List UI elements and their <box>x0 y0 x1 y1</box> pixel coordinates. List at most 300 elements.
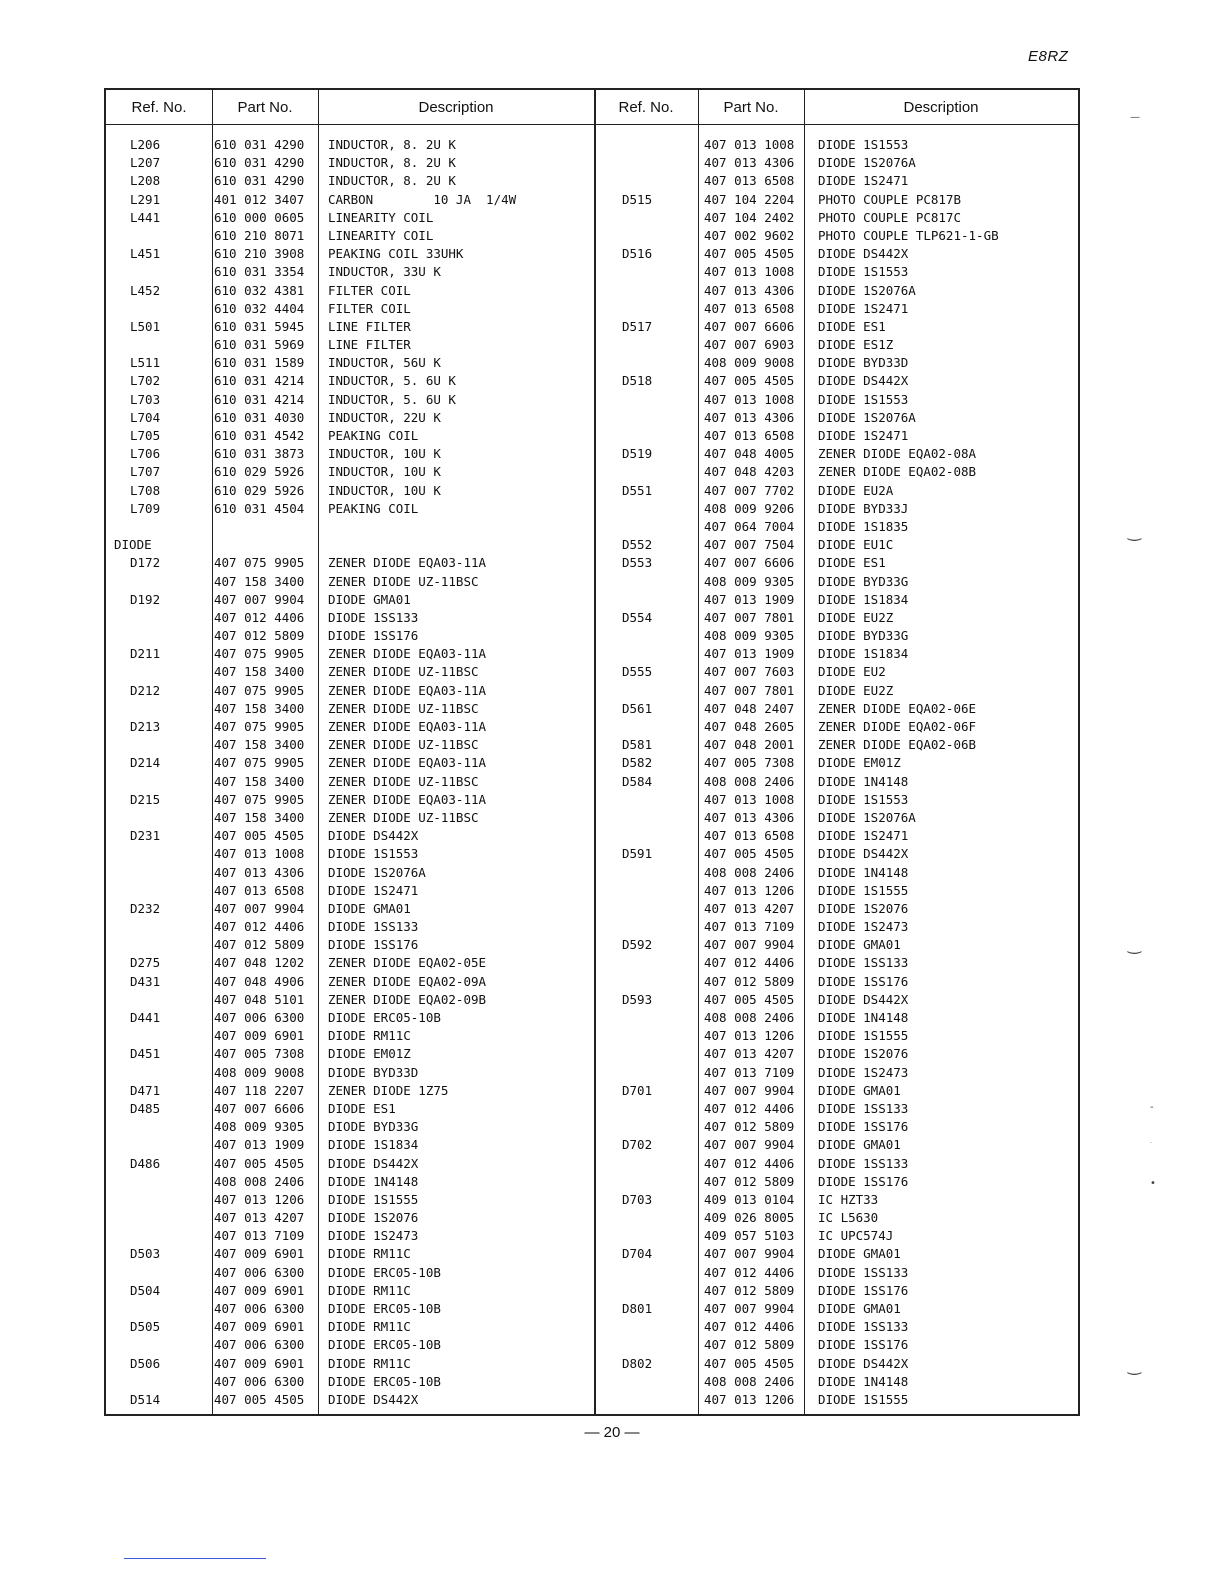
table-row <box>106 573 594 591</box>
ref-no-cell: D519 <box>622 446 653 462</box>
ref-no-cell: D192 <box>130 591 161 607</box>
part-no-cell: 610 031 5945 <box>214 318 305 334</box>
description-cell: DIODE BYD33D <box>328 1064 419 1080</box>
table-row <box>594 1027 1078 1045</box>
part-no-cell: 407 012 5809 <box>214 628 305 644</box>
table-row <box>106 736 594 754</box>
scan-mark: • <box>1150 1178 1156 1189</box>
description-cell: DIODE 1SS176 <box>818 1119 909 1135</box>
part-no-cell: 407 012 4406 <box>704 1319 795 1335</box>
table-row <box>106 263 594 281</box>
ref-no-cell: D275 <box>130 955 161 971</box>
description-cell: INDUCTOR, 8. 2U K <box>328 173 456 189</box>
table-row <box>106 936 594 954</box>
table-row <box>106 1191 594 1209</box>
part-no-cell: 407 009 6901 <box>214 1028 305 1044</box>
description-cell: DIODE BYD33D <box>818 355 909 371</box>
part-no-cell: 407 013 7109 <box>704 1064 795 1080</box>
description-cell: ZENER DIODE UZ-11BSC <box>328 573 479 589</box>
table-row <box>106 663 594 681</box>
part-no-cell: 408 009 9305 <box>214 1119 305 1135</box>
description-cell: DIODE DS442X <box>818 991 909 1007</box>
table-row <box>594 991 1078 1009</box>
table-row <box>106 1245 594 1263</box>
ref-no-cell: D517 <box>622 318 653 334</box>
part-no-cell: 408 009 9008 <box>214 1064 305 1080</box>
part-no-cell: 407 048 2605 <box>704 719 795 734</box>
part-no-cell: 407 005 4505 <box>704 1355 795 1371</box>
ref-no-cell: D701 <box>622 1082 653 1098</box>
ref-no-cell: D211 <box>130 646 161 662</box>
table-row <box>106 445 594 463</box>
description-cell: DIODE EU1C <box>818 537 894 553</box>
description-cell: DIODE GMA01 <box>818 1246 901 1262</box>
part-no-cell: 407 012 5809 <box>704 1119 795 1135</box>
scan-mark: ‿ <box>1128 935 1141 954</box>
table-row <box>594 1355 1078 1373</box>
model-code: E8RZ <box>1028 48 1069 65</box>
description-cell: DIODE ES1 <box>818 318 886 334</box>
part-no-cell: 407 012 5809 <box>704 1173 795 1189</box>
header-ref-no-left: Ref. No. <box>131 99 187 116</box>
description-cell: DIODE 1S2076 <box>818 1046 909 1062</box>
description-cell: DIODE 1SS176 <box>328 937 419 953</box>
description-cell: DIODE 1S2076 <box>818 900 909 916</box>
description-cell: DIODE GMA01 <box>818 1082 901 1098</box>
part-no-cell: 407 013 1008 <box>704 137 795 152</box>
description-cell: DIODE RM11C <box>328 1355 411 1371</box>
table-row <box>106 1355 594 1373</box>
part-no-cell: 407 013 6508 <box>704 300 795 316</box>
table-row <box>594 791 1078 809</box>
ref-no-cell: D551 <box>622 482 653 498</box>
description-cell: DIODE GMA01 <box>818 937 901 953</box>
part-no-cell: 407 005 4505 <box>704 373 795 389</box>
part-no-cell: 407 013 1206 <box>704 882 795 898</box>
description-cell: DIODE DS442X <box>328 1391 419 1407</box>
part-no-cell: 610 032 4381 <box>214 282 305 298</box>
table-row <box>106 991 594 1009</box>
description-cell: DIODE 1S2473 <box>818 919 909 935</box>
part-no-cell: 407 007 6606 <box>704 555 795 571</box>
description-cell: DIODE ERC05-10B <box>328 1264 441 1280</box>
description-cell: DIODE ES1Z <box>818 337 894 353</box>
table-row <box>594 300 1078 318</box>
table-row <box>594 1209 1078 1227</box>
table-row <box>594 500 1078 518</box>
description-cell: DIODE 1SS176 <box>818 1282 909 1298</box>
part-no-cell: 610 000 0605 <box>214 209 305 225</box>
header-part-no-left: Part No. <box>237 99 293 116</box>
description-cell: PHOTO COUPLE TLP621-1-GB <box>818 227 999 243</box>
table-row <box>594 1136 1078 1154</box>
table-row <box>106 1227 594 1245</box>
part-no-cell: 407 007 9904 <box>214 591 305 607</box>
description-cell: DIODE DS442X <box>328 828 419 844</box>
table-row <box>594 409 1078 427</box>
description-cell: ZENER DIODE EQA02-06E <box>818 700 977 716</box>
description-cell: DIODE 1S2076A <box>818 809 916 825</box>
table-row <box>106 463 594 481</box>
description-cell: FILTER COIL <box>328 300 411 316</box>
part-no-cell: 407 006 6300 <box>214 1264 305 1280</box>
part-no-cell: 407 013 1008 <box>704 391 795 407</box>
table-row <box>106 1009 594 1027</box>
description-cell: ZENER DIODE EQA02-05E <box>328 955 487 971</box>
part-no-cell: 407 012 4406 <box>214 609 305 625</box>
table-row <box>106 191 594 209</box>
description-cell: DIODE 1S2471 <box>818 428 909 443</box>
ref-no-cell: L702 <box>130 373 161 389</box>
description-cell: ZENER DIODE EQA03-11A <box>328 646 487 662</box>
description-cell: ZENER DIODE EQA02-09A <box>328 973 487 989</box>
description-cell: DIODE 1SS133 <box>818 1319 909 1335</box>
ref-no-cell: L452 <box>130 282 161 298</box>
table-row <box>106 136 594 154</box>
table-row <box>594 482 1078 500</box>
description-cell: DIODE 1N4148 <box>818 773 909 789</box>
part-no-cell: 407 075 9905 <box>214 682 305 698</box>
part-no-cell: 610 031 4030 <box>214 409 305 425</box>
part-no-cell: 407 013 6508 <box>214 882 305 898</box>
part-no-cell: 407 009 6901 <box>214 1246 305 1262</box>
part-no-cell: 610 210 3908 <box>214 246 305 262</box>
table-row <box>594 1300 1078 1318</box>
description-cell: DIODE BYD33G <box>328 1119 419 1135</box>
description-cell: LINEARITY COIL <box>328 227 434 243</box>
ref-no-cell: D591 <box>622 846 653 862</box>
table-row <box>594 645 1078 663</box>
ref-no-cell: D593 <box>622 991 653 1007</box>
part-no-cell: 408 008 2406 <box>704 1010 795 1025</box>
part-no-cell: 610 031 4290 <box>214 155 305 171</box>
part-no-cell: 407 005 4505 <box>704 846 795 862</box>
table-row <box>594 900 1078 918</box>
left-column-rows <box>106 136 594 1409</box>
description-cell: DIODE EM01Z <box>328 1046 411 1062</box>
part-no-cell: 407 013 4207 <box>214 1210 305 1226</box>
table-row <box>594 427 1078 445</box>
table-row <box>106 1118 594 1136</box>
description-cell: LINE FILTER <box>328 337 411 353</box>
ref-no-cell: L501 <box>130 318 161 334</box>
part-no-cell: 610 031 1589 <box>214 355 305 371</box>
ref-no-cell: D232 <box>130 900 161 916</box>
part-no-cell: 610 029 5926 <box>214 482 305 498</box>
part-no-cell: 407 013 7109 <box>214 1228 305 1244</box>
table-row <box>594 954 1078 972</box>
part-no-cell: 409 057 5103 <box>704 1228 795 1244</box>
description-cell: DIODE GMA01 <box>818 1137 901 1153</box>
ref-no-cell: D506 <box>130 1355 161 1371</box>
description-cell: DIODE 1S1553 <box>818 264 909 280</box>
part-no-cell: 407 005 7308 <box>214 1046 305 1062</box>
description-cell: DIODE 1N4148 <box>818 1373 909 1389</box>
description-cell: DIODE RM11C <box>328 1246 411 1262</box>
table-row <box>106 609 594 627</box>
description-cell: DIODE 1SS176 <box>328 628 419 644</box>
part-no-cell: 407 048 1202 <box>214 955 305 971</box>
scan-mark: — <box>1130 112 1140 123</box>
table-row <box>106 372 594 390</box>
part-no-cell: 407 013 4306 <box>704 282 795 298</box>
part-no-cell: 408 009 9305 <box>704 628 795 644</box>
description-cell: INDUCTOR, 10U K <box>328 446 441 462</box>
table-row <box>106 1336 594 1354</box>
description-cell: DIODE 1S1834 <box>818 646 909 662</box>
description-cell: DIODE 1SS176 <box>818 1337 909 1353</box>
table-row <box>594 1064 1078 1082</box>
description-cell: DIODE DS442X <box>818 373 909 389</box>
part-no-cell: 407 012 5809 <box>214 937 305 953</box>
description-cell: ZENER DIODE EQA03-11A <box>328 719 487 734</box>
description-cell: ZENER DIODE 1Z75 <box>328 1082 449 1098</box>
ref-no-cell: L704 <box>130 409 161 425</box>
description-cell: DIODE 1S2076A <box>818 155 916 171</box>
table-row <box>594 391 1078 409</box>
description-cell: INDUCTOR, 5. 6U K <box>328 391 456 407</box>
part-no-cell: 407 007 6606 <box>704 318 795 334</box>
part-no-cell: 407 007 7504 <box>704 537 795 553</box>
description-cell: ZENER DIODE UZ-11BSC <box>328 664 479 680</box>
part-no-cell: 407 007 9904 <box>704 1082 795 1098</box>
ref-no-cell: D554 <box>622 609 653 625</box>
part-no-cell: 407 007 7801 <box>704 609 795 625</box>
ref-no-cell: D802 <box>622 1355 653 1371</box>
table-row <box>594 809 1078 827</box>
description-cell: DIODE 1N4148 <box>328 1173 419 1189</box>
part-no-cell: 407 013 1909 <box>214 1137 305 1153</box>
part-no-cell: 407 009 6901 <box>214 1319 305 1335</box>
table-row <box>594 263 1078 281</box>
description-cell: INDUCTOR, 10U K <box>328 482 441 498</box>
ref-no-cell: L206 <box>130 137 161 152</box>
ref-no-cell: D584 <box>622 773 653 789</box>
part-no-cell: 407 007 6903 <box>704 337 795 353</box>
table-row <box>106 754 594 772</box>
description-cell: ZENER DIODE UZ-11BSC <box>328 773 479 789</box>
ref-no-cell: D503 <box>130 1246 161 1262</box>
description-cell: DIODE DS442X <box>328 1155 419 1171</box>
part-no-cell: 408 008 2406 <box>704 1373 795 1389</box>
table-row <box>594 1100 1078 1118</box>
part-no-cell: 610 210 8071 <box>214 227 305 243</box>
description-cell: PEAKING COIL <box>328 428 419 443</box>
table-row <box>106 591 594 609</box>
table-row <box>594 718 1078 736</box>
table-row <box>594 773 1078 791</box>
part-no-cell: 407 013 1206 <box>704 1391 795 1407</box>
description-cell: DIODE 1S1555 <box>818 882 909 898</box>
part-no-cell: 407 075 9905 <box>214 791 305 807</box>
table-row <box>594 627 1078 645</box>
description-cell: DIODE 1SS133 <box>328 609 419 625</box>
table-row <box>106 1173 594 1191</box>
table-row <box>106 791 594 809</box>
ref-no-cell: D516 <box>622 246 653 262</box>
part-no-cell: 407 013 1206 <box>704 1028 795 1044</box>
description-cell: CARBON 10 JA 1/4W <box>328 191 517 207</box>
part-no-cell: 408 008 2406 <box>214 1173 305 1189</box>
table-row <box>106 209 594 227</box>
part-no-cell: 610 031 4214 <box>214 391 305 407</box>
part-no-cell: 407 048 4906 <box>214 973 305 989</box>
part-no-cell: 407 013 4306 <box>704 809 795 825</box>
header-part-no-right: Part No. <box>723 99 779 116</box>
description-cell: DIODE RM11C <box>328 1028 411 1044</box>
part-no-cell: 407 012 4406 <box>704 1100 795 1116</box>
part-no-cell: 407 048 2407 <box>704 700 795 716</box>
description-cell: PEAKING COIL <box>328 500 419 516</box>
table-row <box>594 1082 1078 1100</box>
description-cell: IC HZT33 <box>818 1191 879 1207</box>
table-row <box>106 1373 594 1391</box>
part-no-cell: 407 158 3400 <box>214 700 305 716</box>
part-no-cell: 407 158 3400 <box>214 664 305 680</box>
ref-no-cell: D172 <box>130 555 161 571</box>
table-row <box>594 282 1078 300</box>
table-row <box>106 900 594 918</box>
table-row <box>594 682 1078 700</box>
part-no-cell: 407 013 1008 <box>704 264 795 280</box>
ref-no-cell: D231 <box>130 828 161 844</box>
ref-no-cell: D592 <box>622 937 653 953</box>
description-cell: DIODE 1S2471 <box>328 882 419 898</box>
table-row <box>106 1264 594 1282</box>
description-cell: INDUCTOR, 5. 6U K <box>328 373 456 389</box>
part-no-cell: 407 013 4207 <box>704 900 795 916</box>
ref-no-cell: D581 <box>622 737 653 753</box>
table-row <box>106 1391 594 1409</box>
part-no-cell: 407 012 5809 <box>704 973 795 989</box>
table-row <box>594 1045 1078 1063</box>
description-cell: INDUCTOR, 8. 2U K <box>328 155 456 171</box>
description-cell: ZENER DIODE EQA02-08B <box>818 464 977 480</box>
part-no-cell: 407 006 6300 <box>214 1337 305 1353</box>
description-cell: ZENER DIODE EQA02-09B <box>328 991 487 1007</box>
table-row <box>106 172 594 190</box>
table-row <box>106 1318 594 1336</box>
ref-no-cell: L208 <box>130 173 161 189</box>
table-row <box>106 1064 594 1082</box>
table-row <box>594 336 1078 354</box>
description-cell: DIODE 1S1835 <box>818 518 909 534</box>
scan-mark: ‿ <box>1128 1356 1141 1375</box>
description-cell: DIODE 1SS133 <box>818 1155 909 1171</box>
description-cell: INDUCTOR, 10U K <box>328 464 441 480</box>
part-no-cell: 407 009 6901 <box>214 1282 305 1298</box>
ref-no-cell: D561 <box>622 700 653 716</box>
description-cell: DIODE 1SS133 <box>818 1264 909 1280</box>
part-no-cell: 407 013 7109 <box>704 919 795 935</box>
table-row <box>594 1009 1078 1027</box>
header-rule <box>106 124 1078 125</box>
part-no-cell: 407 013 1909 <box>704 646 795 662</box>
description-cell: DIODE 1S1553 <box>818 791 909 807</box>
description-cell: DIODE ES1 <box>818 555 886 571</box>
description-cell: DIODE 1SS133 <box>328 919 419 935</box>
scan-mark: ‿ <box>1128 522 1141 541</box>
description-cell: ZENER DIODE EQA02-06B <box>818 737 977 753</box>
part-no-cell: 610 031 3873 <box>214 446 305 462</box>
ref-no-cell: L708 <box>130 482 161 498</box>
table-row <box>594 191 1078 209</box>
table-row <box>594 1155 1078 1173</box>
table-row <box>106 1155 594 1173</box>
description-cell: DIODE 1S2471 <box>818 300 909 316</box>
description-cell: ZENER DIODE UZ-11BSC <box>328 809 479 825</box>
part-no-cell: 407 075 9905 <box>214 555 305 571</box>
description-cell: DIODE 1N4148 <box>818 1010 909 1025</box>
table-row <box>106 973 594 991</box>
description-cell: ZENER DIODE EQA03-11A <box>328 791 487 807</box>
table-row <box>106 882 594 900</box>
description-cell: DIODE 1S2471 <box>818 173 909 189</box>
part-no-cell: 407 158 3400 <box>214 773 305 789</box>
description-cell: ZENER DIODE EQA03-11A <box>328 755 487 771</box>
table-row <box>106 354 594 372</box>
ref-no-cell: D504 <box>130 1282 161 1298</box>
part-no-cell: 407 075 9905 <box>214 719 305 734</box>
table-row <box>106 227 594 245</box>
part-no-cell: 407 013 1008 <box>704 791 795 807</box>
part-no-cell: 407 118 2207 <box>214 1082 305 1098</box>
part-no-cell: 407 007 9904 <box>704 937 795 953</box>
part-no-cell: 407 012 5809 <box>704 1337 795 1353</box>
ref-no-cell: D471 <box>130 1082 161 1098</box>
table-row <box>594 827 1078 845</box>
part-no-cell: 407 012 4406 <box>704 1264 795 1280</box>
table-row <box>594 1264 1078 1282</box>
part-no-cell: 407 007 9904 <box>704 1137 795 1153</box>
part-no-cell: 407 048 5101 <box>214 991 305 1007</box>
table-row <box>106 427 594 445</box>
description-cell: DIODE 1S2076A <box>818 282 916 298</box>
table-row <box>594 227 1078 245</box>
ref-no-cell: D704 <box>622 1246 653 1262</box>
table-row <box>106 391 594 409</box>
description-cell: DIODE ERC05-10B <box>328 1010 441 1025</box>
description-cell: DIODE 1SS133 <box>818 955 909 971</box>
ref-no-cell: D703 <box>622 1191 653 1207</box>
description-cell: DIODE 1S2076 <box>328 1210 419 1226</box>
part-no-cell: 407 005 7308 <box>704 755 795 771</box>
table-row <box>594 973 1078 991</box>
description-cell: DIODE EU2 <box>818 664 886 680</box>
table-row <box>106 845 594 863</box>
part-no-cell: 407 005 4505 <box>214 1155 305 1171</box>
description-cell: LINEARITY COIL <box>328 209 434 225</box>
description-cell: DIODE 1S2471 <box>818 828 909 844</box>
part-no-cell: 407 013 4306 <box>704 409 795 425</box>
table-row <box>594 845 1078 863</box>
part-no-cell: 401 012 3407 <box>214 191 305 207</box>
table-row <box>594 864 1078 882</box>
ref-no-cell: D485 <box>130 1100 161 1116</box>
description-cell: DIODE DS442X <box>818 246 909 262</box>
part-no-cell: 407 013 6508 <box>704 828 795 844</box>
description-cell: ZENER DIODE UZ-11BSC <box>328 700 479 716</box>
table-row <box>594 1373 1078 1391</box>
table-row <box>594 1173 1078 1191</box>
table-row <box>594 591 1078 609</box>
part-no-cell: 407 005 4505 <box>214 1391 305 1407</box>
table-row <box>106 482 594 500</box>
description-cell: DIODE 1S2076A <box>328 864 426 880</box>
part-no-cell: 408 009 9008 <box>704 355 795 371</box>
description-cell: ZENER DIODE EQA03-11A <box>328 555 487 571</box>
table-row <box>594 318 1078 336</box>
